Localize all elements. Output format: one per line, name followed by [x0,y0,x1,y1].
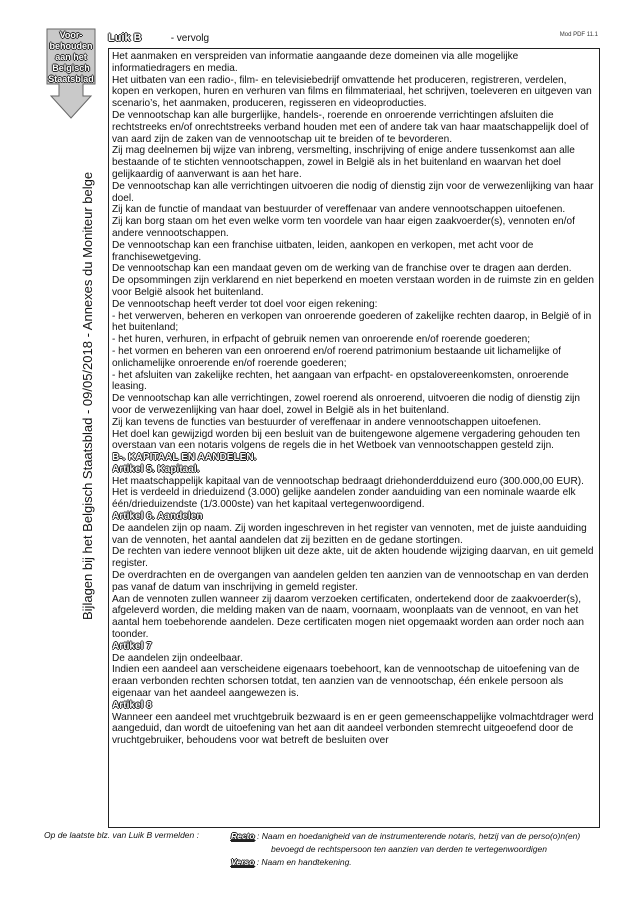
purpose-paragraph: De vennootschap kan een franchise uitbaten, leiden, aankopen en verkopen, met acht voor de franchisewetgeving. [112,239,534,263]
purpose-paragraph: - het verwerven, beheren en verkopen van onroerende goederen of zakelijke rechten daarop, in België of in het buitenland; [112,310,592,334]
purpose-paragraph: De vennootschap kan alle burgerlijke, handels-, roerende en onroerende verrichtingen afsluiten die rechtstreeks en/of onrechtstreeks verband houden met een of andere tak van haar maatschappelijk doel of van aard zijn de zaken van de vennootschap uit te breiden of te bevorderen. [112,109,589,145]
recto-label: Recto [231,831,255,841]
purpose-paragraph: - het vormen en beheren van een onroerend en/of roerend patrimonium bestaande uit lichamelijke of onlichamelijke onroerende en/of roerende goederen; [112,345,561,369]
section-label: Luik B [108,32,142,44]
vertical-margin-text: Bijlagen bij het Belgisch Staatsblad - 09/05/2018 - Annexes du Moniteur belge [80,171,95,620]
article-6-paragraph: Aan de vennoten zullen wanneer zij daarom verzoeken certificaten, ondertekend door de zaakvoerder(s), afgeleverd worden, die melding maken van de naam, voornaam, woonplaats van de vennoot, en van het aantal hem toebehorende aandelen. Deze certificaten mogen niet opgemaakt worden aan order noch aan toonder. [112,593,584,641]
purpose-paragraph: Het doel kan gewijzigd worden bij een besluit van de buitengewone algemene vergadering gehouden ten overstaan van een notaris volgens de regels die in het Wetboek van vennootschappen gesteld zijn. [112,428,581,452]
purpose-paragraph: De opsommingen zijn verklarend en niet beperkend en moeten verstaan worden in de ruimste zin en gelden voor België alsook het buitenland. [112,275,594,298]
purpose-paragraph: De vennootschap kan een mandaat geven om de werking van de franchise over te dragen aan derden. [112,263,572,275]
article-8-paragraphs [112,712,596,747]
purpose-paragraph: Zij kan de functie of mandaat van bestuurder of vereffenaar van andere vennootschappen uitoefenen. [112,204,566,216]
purpose-paragraph: Zij mag deelnemen bij wijze van inbreng, versmelting, inschrijving of enige andere tussenkomst aan alle bestaande of te stichten vennootschappen, zowel in België als in het buitenland en waarvan het doel gelijkaardig of aanverwant is aan het hare. [112,145,575,180]
footer-instruction: Op de laatste blz. van Luik B vermelden : [44,830,199,840]
purpose-paragraphs [112,51,596,452]
footer-legend [231,830,601,869]
purpose-paragraph: Zij kan borg staan om het even welke vorm ten voordele van haar eigen zaakvoerder(s), vennoten en/of andere vennootschappen. [112,216,575,239]
article-8-title: Artikel 8 [112,699,152,711]
article-5-title: Artikel 5. Kapitaal. [112,463,200,475]
article-7-paragraphs [112,653,596,700]
verso-label: Verso [231,857,255,867]
recto-text-2: bevoegd de rechtspersoon ten aanzien van derden te vertegenwoordigen [271,844,547,854]
purpose-paragraph: - het afsluiten van zakelijke rechten, het aangaan van erfpacht- en opstalovereenkomsten, onroerende leasing. [112,369,569,393]
continuation-label: - vervolg [170,33,210,44]
purpose-paragraph: Zij kan tevens de functies van bestuurder of vereffenaar in andere vennootschappen uitoefenen. [112,416,542,428]
article-5-text: Het maatschappelijk kapitaal van de vennootschap bedraagt driehonderdduizend euro (300.000,00 EUR). Het is verdeeld in drieduizend (3.000) gelijke aandelen zonder aanduiding van een nominale waarde elk één/drieduizendste (1/3.000ste) van het kapitaal vertegenwoordigend. [112,475,584,511]
purpose-paragraph: - het huren, verhuren, in erfpacht of gebruik nemen van onroerende en/of roerende goederen; [112,334,531,346]
section-b-title: B-. KAPITAAL EN AANDELEN. [112,452,257,464]
reserved-box [45,28,97,120]
article-6-title: Artikel 6. Aandelen [112,511,203,523]
article-6-paragraph: De rechten van iedere vennoot blijken uit deze akte, uit de akten houdende wijziging daarvan, en uit gemeld register. [112,546,594,570]
article-7-title: Artikel 7 [112,640,152,652]
verso-text: : Naam en handtekening. [256,857,352,867]
purpose-paragraph: De vennootschap heeft verder tot doel voor eigen rekening: [112,298,378,310]
article-6-paragraph: De aandelen zijn op naam. Zij worden ingeschreven in het register van vennoten, met de juiste aanduiding van de vennoten, het aantal aandelen dat zij bezitten en de gedane stortingen. [112,522,587,546]
purpose-paragraph: De vennootschap kan alle verrichtingen uitvoeren die nodig of dienstig zijn voor de verwezenlijking van haar doel. [112,180,594,204]
purpose-paragraph: Het aanmaken en verspreiden van informatie aangaande deze domeinen via alle mogelijke informatiedragers en media. [112,51,519,74]
article-6-paragraphs [112,523,596,641]
recto-text: : Naam en hoedanigheid van de instrumenterende notaris, hetzij van de perso(o)n(en) [257,831,581,841]
reserved-box-label: Voor- behouden aan het Belgisch Staatsblad [48,30,94,84]
page-header [108,32,209,44]
article-8-paragraph: Wanneer een aandeel met vruchtgebruik bezwaard is en er geen gemeenschappelijke volmachtdrager werd aangeduid, dan wordt de uitoefening van het aan dit aandeel verbonden stemrecht uitgeoefend door de vruchtgebruiker, behoudens voor wat betreft de besluiten over [112,711,594,747]
article-6-paragraph: De overdrachten en de overgangen van aandelen gelden ten aanzien van de vennootschap en van derden pas vanaf de datum van inschrijving in gemeld register. [112,570,589,593]
article-7-paragraph: Indien een aandeel aan verscheidene eigenaars toebehoort, kan de vennootschap de uitoefening van de eraan verbonden rechten schorsen totdat, ten aanzien van de vennootschap, één enkele persoon als eigenaar van het aandeel aangewezen is. [112,664,580,700]
form-code: Mod PDF 11.1 [559,32,598,38]
document-body [112,51,596,823]
article-7-paragraph: De aandelen zijn ondeelbaar. [112,652,243,664]
purpose-paragraph: De vennootschap kan alle verrichtingen, zowel roerend als onroerend, uitvoeren die nodig of dienstig zijn voor de verwezenlijking van haar doel, zowel in België als in het buitenland. [112,393,580,416]
purpose-paragraph: Het uitbaten van een radio-, film- en televisiebedrijf omvattende het produceren, registreren, verdelen, kopen en verkopen, huren en verhuren van films en filmmateriaal, het schrijven, toeleveren en uitgeven van scenario’s, het aanmaken, produceren, regisseren en videoproducties. [112,74,592,110]
